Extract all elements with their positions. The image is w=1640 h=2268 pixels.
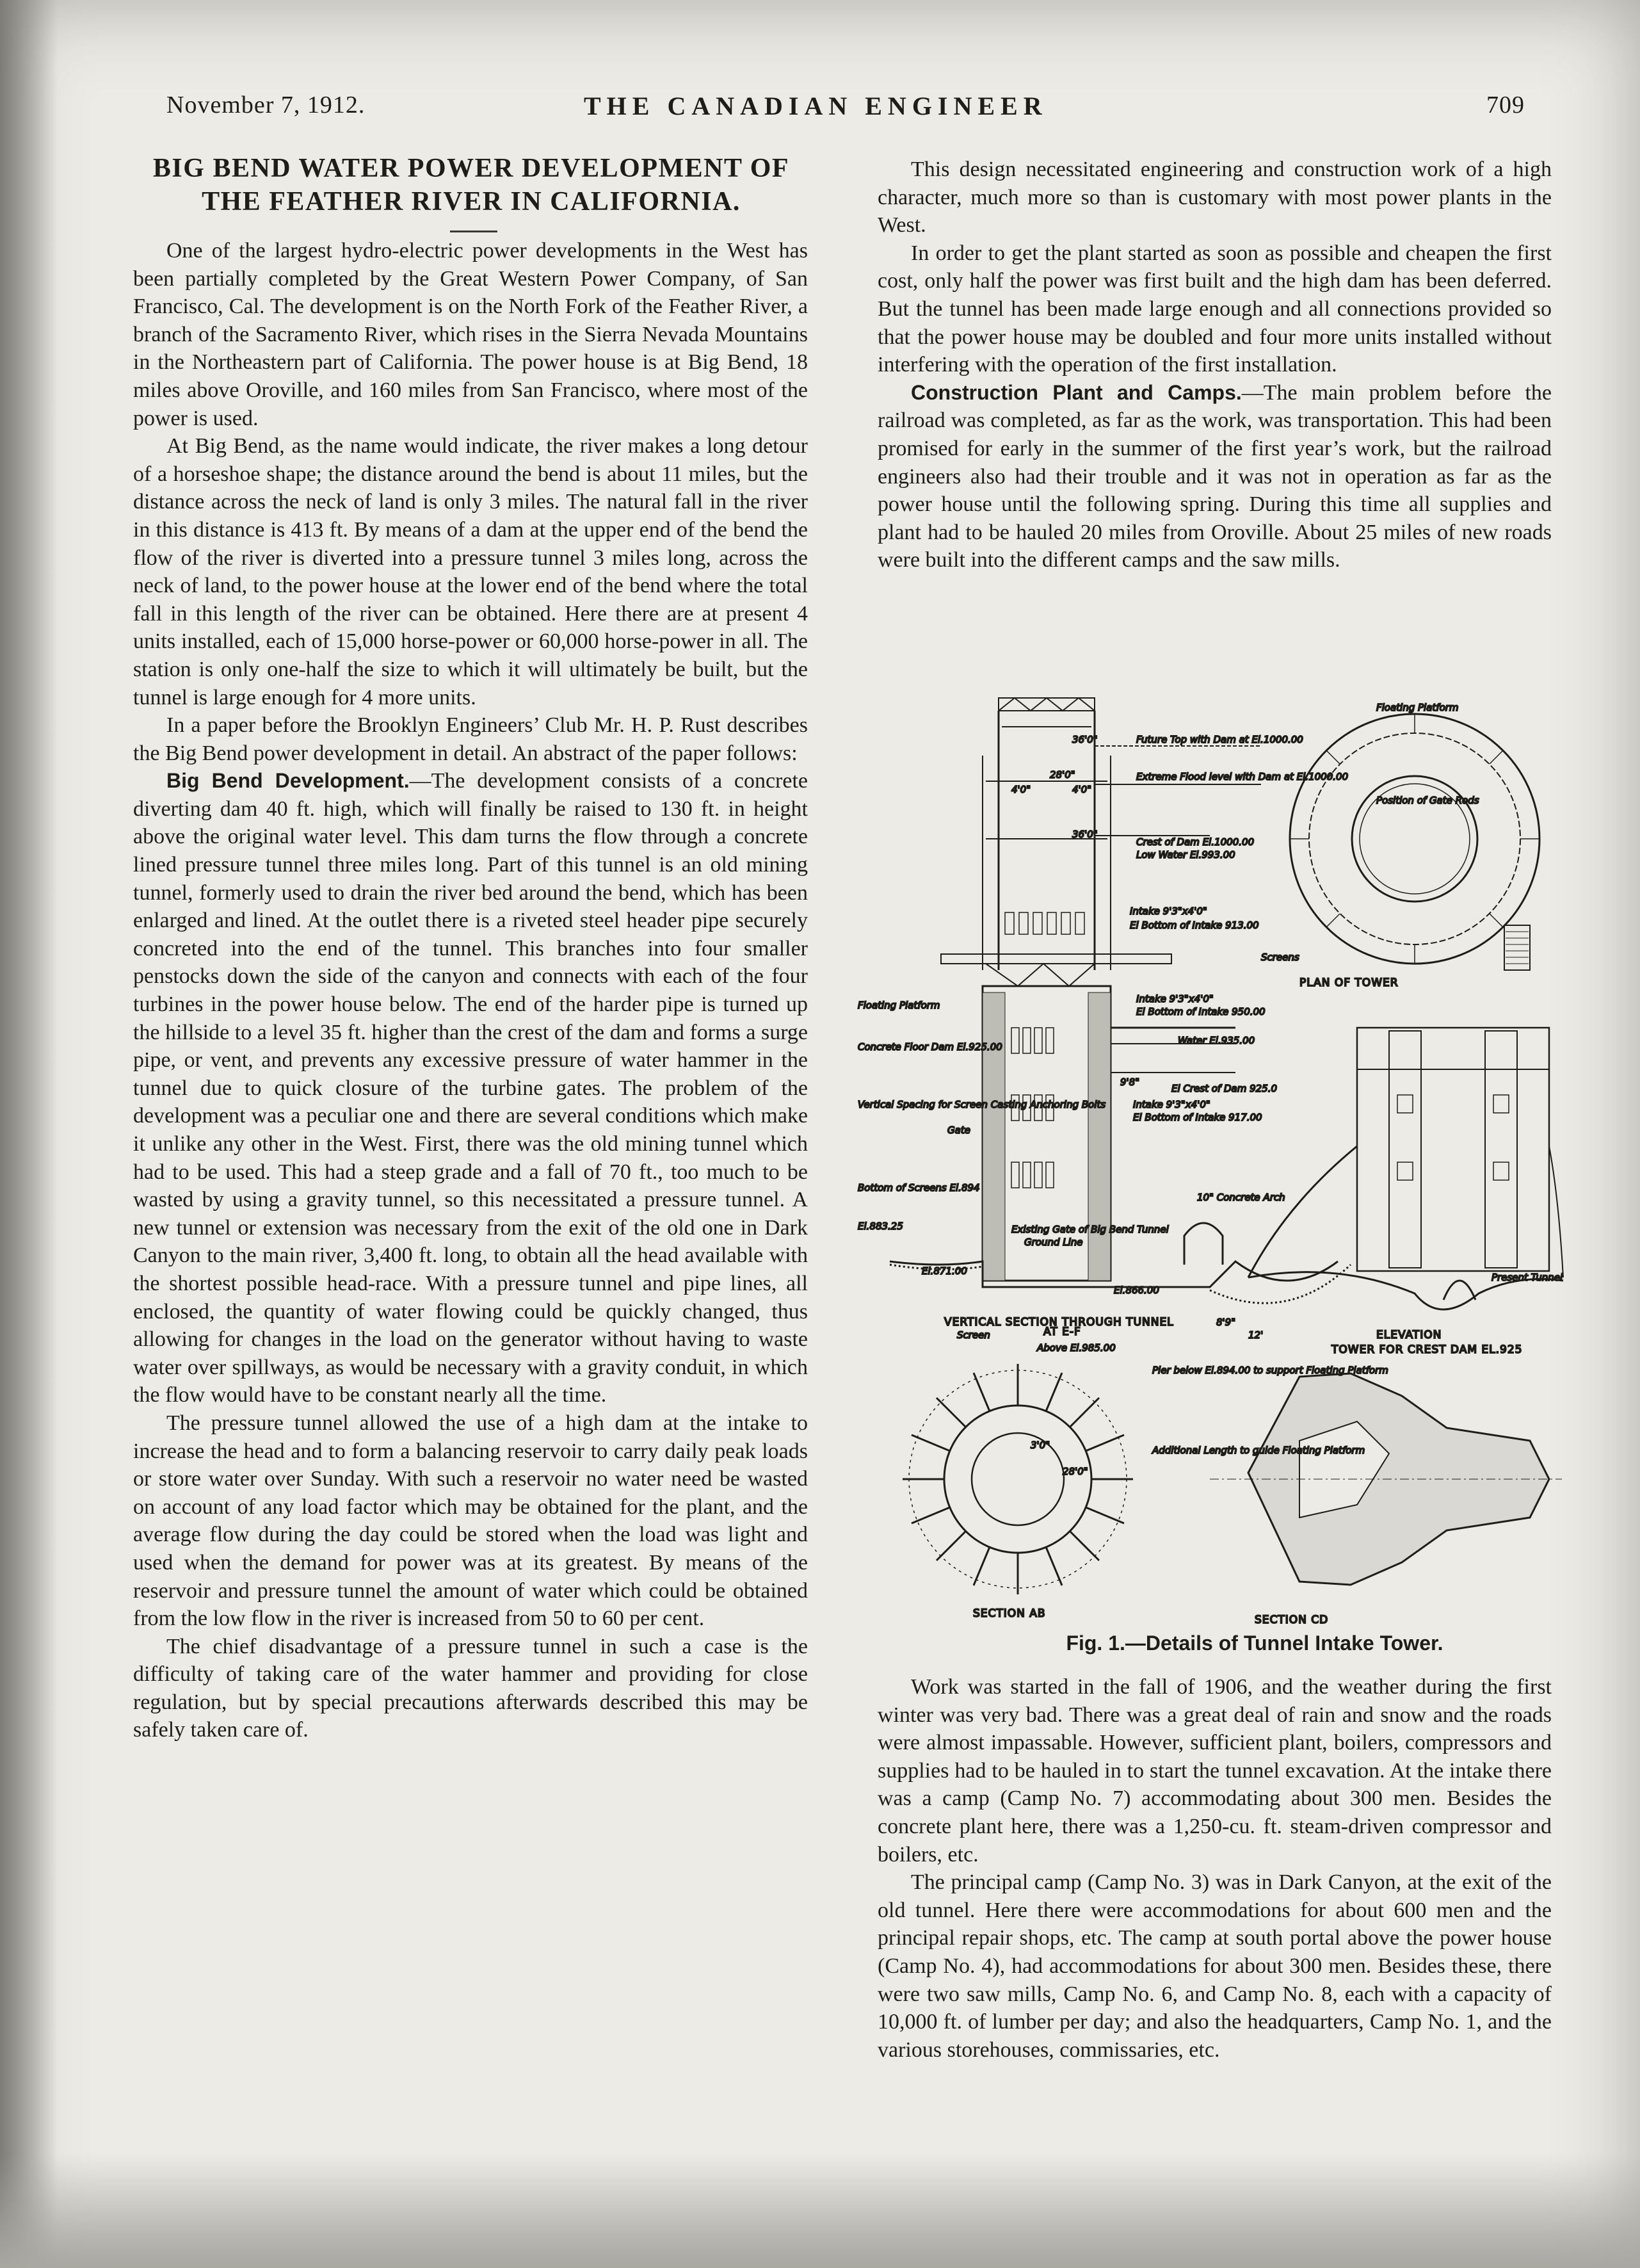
paragraph: The chief disadvantage of a pressure tunnel in such a case is the difficulty of taking care of the water hammer and providing for close regulation, but by special precautions afterwards described this may be safely taken care of. — [133, 1634, 808, 1742]
dim-label: 8'9" — [1216, 1316, 1236, 1328]
section-heading: Construction Plant and Camps. — [911, 380, 1242, 404]
low-water-label: Low Water El.993.00 — [1136, 849, 1235, 861]
right-column-bottom — [878, 1673, 1552, 2064]
additional-length-label: Additional Length to guide Floating Platform — [1152, 1445, 1365, 1456]
dim-label: 4'0" — [1011, 784, 1031, 795]
pier-label: Pier below El.894.00 to support Floating Platform — [1152, 1365, 1388, 1376]
existing-gate-label: Existing Gate of Big Bend Tunnel — [1011, 1224, 1169, 1235]
el-883-label: El.883.25 — [858, 1220, 903, 1232]
paragraph: One of the largest hydro-electric power developments in the West has been partially completed by the Great Western Power Company, of San Francisco, Cal. The development is on the North Fork of the Feather River, a branch of the Sacramento River, which rises in the Sierra Nevada Mountains in the Northeastern part of California. The power house is at Big Bend, 18 miles above Oroville, and 160 miles from San Francisco, where most of the power is used. — [133, 239, 808, 430]
el-866-label: El.866.00 — [1114, 1284, 1159, 1296]
concrete-floor-label: Concrete Floor Dam El.925.00 — [858, 1041, 1002, 1053]
vertical-spacing-label: Vertical Spacing for Screen Casting Anchoring Bolts — [858, 1099, 1106, 1110]
paragraph: The principal camp (Camp No. 3) was in Dark Canyon, at the exit of the old tunnel. Here there were accommodations for about 600 men and the principal repair shops, etc. The camp at south portal above the power house (Camp No. 4), had accommodations for about 300 men. Besides these, there were two saw mills, Camp No. 6, and Camp No. 8, each with a capacity of 10,000 ft. of lumber per day; and also the headquarters, Camp No. 1, and the various storehouses, commissaries, etc. — [878, 1870, 1552, 2062]
page-number: 709 — [1486, 92, 1525, 118]
issue-date: November 7, 1912. — [166, 92, 366, 118]
screens-label: Screens — [1261, 952, 1299, 963]
title-line-1: BIG BEND WATER POWER DEVELOPMENT OF — [152, 154, 790, 183]
vertical-section-label: VERTICAL SECTION THROUGH TUNNEL — [944, 1316, 1174, 1329]
paragraph — [133, 767, 808, 1409]
crest-925-label: El Crest of Dam 925.0 — [1171, 1083, 1278, 1094]
intake-label: Intake 9'3"x4'0" — [1136, 993, 1214, 1005]
ground-line-label: Ground Line — [1024, 1236, 1083, 1248]
screen-label: Screen — [957, 1329, 990, 1341]
elevation-crest-dam — [1248, 1028, 1563, 1309]
left-column — [133, 237, 808, 1744]
dim-label: 36'0" — [1072, 734, 1098, 745]
intake-bottom-label: El Bottom of Intake 950.00 — [1136, 1006, 1266, 1017]
journal-title: THE CANADIAN ENGINEER — [584, 92, 1048, 120]
section-cd-label: SECTION CD — [1255, 1614, 1329, 1626]
water-el-label: Water El.935.00 — [1178, 1035, 1255, 1046]
flood-level-label: Extreme Flood level with Dam at El.1000.00 — [1136, 771, 1349, 782]
intake-bottom-label: El Bottom of Intake 917.00 — [1133, 1112, 1262, 1123]
intake-tower-drawing — [851, 685, 1568, 1652]
section-cd — [1210, 1373, 1562, 1585]
plan-of-tower-label: PLAN OF TOWER — [1299, 976, 1399, 989]
paragraph: At Big Bend, as the name would indicate, the river makes a long detour of a horseshoe shape; the distance around the bend is about 11 miles, but the distance across the neck of land is only 3 miles. The natural fall in the river in this distance is 413 ft. By means of a dam at the upper end of the bend the flow of the river is diverted into a pressure tunnel 3 miles long, across the neck of land, to the power house at the lower end of the bend where the total fall in this length of the river can be obtained. Here there are at present 4 units installed, each of 15,000 horse-power or 60,000 horse-power in all. The station is only one-half the size to which it will ultimately be built, but the tunnel is large enough for 4 more units. — [133, 434, 808, 709]
section-ab — [903, 1364, 1133, 1594]
dim-label: 28'0" — [1063, 1466, 1088, 1477]
dim-label: 9'8" — [1120, 1076, 1140, 1088]
dim-label: 4'0" — [1072, 784, 1092, 795]
above-el-label: Above El.985.00 — [1037, 1342, 1116, 1354]
tower-crest-label: TOWER FOR CREST DAM EL.925 — [1331, 1343, 1523, 1356]
crest-dam-label: Crest of Dam El.1000.00 — [1136, 836, 1255, 848]
paragraph: In a paper before the Brooklyn Engineers’ Club Mr. H. P. Rust describes the Big Bend power development in detail. An abstract of the paper follows: — [133, 713, 808, 765]
paragraph: Work was started in the fall of 1906, and the weather during the first winter was very bad. There was a great deal of rain and snow and the roads were almost impassable. However, sufficient plant, boilers, compressors and supplies had to be hauled in to start the tunnel excavation. At the intake there was a camp (Camp No. 7) accommodating about 300 men. Besides the concrete plant here, there was a 1,250-cu. ft. steam-driven compressor and boilers, etc. — [878, 1675, 1552, 1867]
paragraph-text: —The development consists of a concrete diverting dam 40 ft. high, which will finally be raised to 130 ft. in height above the original water level. This dam turns the flow through a concrete lined pressure tunnel three miles long. Part of this tunnel is an old mining tunnel, formerly used to drain the river bed around the bend, which has been enlarged and lined. At the outlet there is a riveted steel header pipe securely concreted into the end of the tunnel. This branches into four smaller penstocks down the side of the canyon and connects with each of the four turbines in the power house below. The end of the harder pipe is turned up the hillside to a level 35 ft. higher than the crest of the dam and forms a surge pipe, or vent, and prevents any excessive pressure of water hammer in the tunnel due to quick closure of the turbine gates. The problem of the development was a peculiar one and there are several conditions which make it unlike any other in the West. First, there was the old mining tunnel which had to be used. This had a steep grade and a fall of 70 ft., too much to be wasted by using a gravity tunnel, so this necessitated a pressure tunnel. A new tunnel or extension was necessary from the exit of the old one in Dark Canyon to the main river, 3,400 ft. long, to obtain all the head available with the shortest possible head-race. With a pressure tunnel and pipe lines, all enclosed, the quantity of water flowing could be quickly changed, thus allowing for changes in the load on the generator without having to waste water over spillways, as would be necessary with a gravity conduit, in which the flow would have to be constant nearly all the time. — [133, 769, 808, 1407]
figure-caption: Fig. 1.—Details of Tunnel Intake Tower. — [1066, 1632, 1443, 1655]
bottom-screens-label: Bottom of Screens El.894 — [858, 1182, 980, 1194]
paragraph-text: —The main problem before the railroad was completed, as far as the work, was transportation. This had been promised for early in the summer of the first year’s work, but the railroad engineers also had their trouble and it was not in operation as far as the power house until the following spring. During this time all supplies and plant had to be hauled 20 miles from Oroville. About 25 miles of new roads were built into the different camps and the saw mills. — [878, 380, 1552, 572]
dim-label: 36'0" — [1072, 829, 1098, 840]
dim-label: 28'0" — [1050, 769, 1075, 781]
plan-of-tower — [1290, 714, 1540, 970]
paragraph — [878, 379, 1552, 574]
article-title — [122, 152, 821, 218]
paragraph: In order to get the plant started as soon as possible and cheapen the first cost, only half the power was first built and the high dam has been deferred. But the tunnel has been made large enough and all connections provided so that the power house may be doubled and four more units installed without interfering with the operation of the first installation. — [878, 241, 1552, 377]
title-line-2: THE FEATHER RIVER IN CALIFORNIA. — [202, 187, 741, 216]
at-ef-label: AT E-F — [1043, 1325, 1081, 1338]
section-heading: Big Bend Development. — [166, 769, 410, 793]
present-tunnel-label: Present Tunnel — [1491, 1272, 1563, 1283]
dim-label: 3'0" — [1031, 1439, 1050, 1451]
intake-bottom-label: El Bottom of Intake 913.00 — [1130, 919, 1259, 931]
gate-rods-label: Position of Gate Rods — [1376, 795, 1479, 806]
title-divider — [450, 231, 497, 232]
floating-platform — [941, 954, 1171, 964]
intake-label: Intake 9'3"x4'0" — [1133, 1099, 1210, 1110]
right-column-top — [878, 156, 1552, 574]
vertical-section — [890, 698, 1351, 1303]
gate-label: Gate — [947, 1124, 970, 1136]
floating-platform-label: Floating Platform — [858, 1000, 940, 1011]
plan-platform-label: Floating Platform — [1376, 702, 1459, 713]
dim-label: 12' — [1248, 1329, 1264, 1341]
intake-label: Intake 9'3"x4'0" — [1130, 905, 1207, 917]
el-871-label: El.871.00 — [922, 1265, 967, 1277]
paragraph: The pressure tunnel allowed the use of a high dam at the intake to increase the head and to form a balancing reservoir to carry daily peak loads or store water over Sunday. With such a reservoir no water need be wasted on account of any load factor which may be obtained for the plant, and the average flow during the day could be stored when the load was light and used when the demand for power was at its greatest. By means of the reservoir and pressure tunnel the amount of water which could be obtained from the low flow in the river is increased from 50 to 60 per cent. — [133, 1411, 808, 1631]
section-ab-label: SECTION AB — [973, 1607, 1046, 1620]
paragraph: This design necessitated engineering and construction work of a high character, much more so than is customary with most power plants in the West. — [878, 158, 1552, 238]
elevation-label: ELEVATION — [1376, 1329, 1442, 1341]
concrete-arch-label: 10" Concrete Arch — [1197, 1192, 1285, 1203]
future-top-label: Future Top with Dam at El.1000.00 — [1136, 734, 1303, 745]
